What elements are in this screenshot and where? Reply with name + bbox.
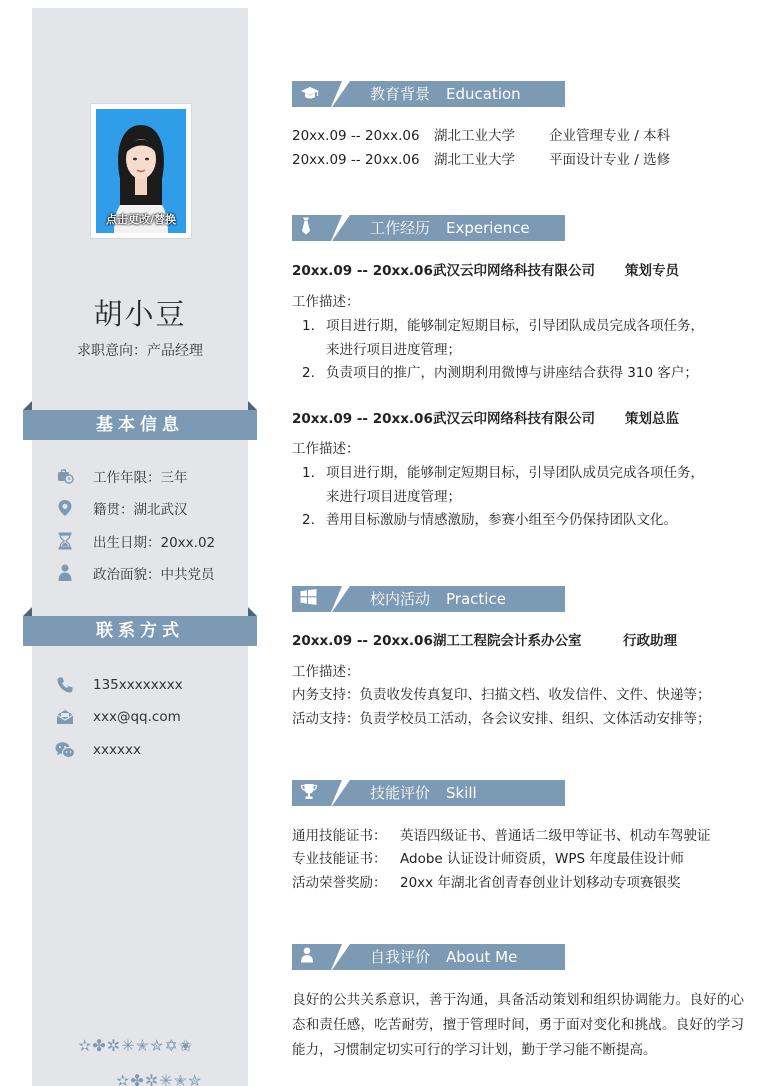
edu-major: 企业管理专业 / 本科 bbox=[549, 128, 671, 144]
item-text: 来进行项目进度管理； bbox=[326, 342, 461, 358]
contact-title: 联系方式 bbox=[96, 621, 184, 641]
practice-header bbox=[292, 629, 677, 653]
info-text: 籍贯：湖北武汉 bbox=[93, 502, 188, 518]
section-icon-box bbox=[292, 944, 342, 970]
skill-value: 20xx 年湖北省创青春创业计划移动专项赛银奖 bbox=[400, 875, 681, 891]
practice-line: 内务支持：负责收发传真复印、扫描文档、收发信件、文件、快递等； bbox=[292, 687, 711, 703]
section-title-cn: 教育背景 bbox=[370, 85, 431, 103]
profile-photo[interactable] bbox=[96, 109, 186, 233]
item-text: 项目进行期，能够制定短期目标，引导团队成员完成各项任务， bbox=[326, 465, 704, 481]
person-icon bbox=[55, 563, 75, 583]
job-header bbox=[292, 259, 679, 283]
phone-icon bbox=[55, 675, 75, 695]
section-header-practice bbox=[292, 586, 565, 612]
contact-text[interactable]: xxx@qq.com bbox=[93, 709, 181, 725]
section-icon-box bbox=[292, 780, 342, 806]
item-number: 2. bbox=[302, 365, 315, 381]
info-text: 政治面貌：中共党员 bbox=[93, 567, 215, 583]
info-row-work-years bbox=[55, 465, 188, 487]
contact-row-phone bbox=[55, 674, 183, 696]
tie-icon bbox=[300, 217, 312, 239]
info-row-birthdate bbox=[55, 530, 215, 552]
info-text: 工作年限：三年 bbox=[93, 470, 188, 486]
practice-desc-label: 工作描述： bbox=[292, 664, 360, 680]
contact-row-wechat bbox=[55, 739, 141, 761]
item-number: 1. bbox=[302, 465, 315, 481]
section-header-education bbox=[292, 81, 565, 107]
photo-caption[interactable]: 点击更改/替换 bbox=[105, 213, 177, 226]
job-company: 武汉云印网络科技有限公司 bbox=[433, 411, 595, 427]
job-role: 策划专员 bbox=[625, 263, 679, 279]
briefcase-clock-icon bbox=[55, 466, 75, 486]
section-header-experience bbox=[292, 215, 565, 241]
job-desc-label: 工作描述： bbox=[292, 441, 360, 457]
person-icon bbox=[300, 947, 314, 967]
job-company: 武汉云印网络科技有限公司 bbox=[433, 263, 595, 279]
edu-dates: 20xx.09 -- 20xx.06 bbox=[292, 128, 420, 144]
section-title bbox=[370, 586, 506, 612]
section-title-cn: 自我评价 bbox=[370, 948, 431, 966]
section-title-en: Skill bbox=[446, 784, 477, 802]
job-role: 策划总监 bbox=[625, 411, 679, 427]
edu-dates: 20xx.09 -- 20xx.06 bbox=[292, 152, 420, 168]
section-header-about bbox=[292, 944, 565, 970]
section-title-en: Education bbox=[446, 85, 521, 103]
contact-banner bbox=[23, 616, 257, 646]
item-text: 负责项目的推广，内测期利用微博与讲座结合获得 310 客户； bbox=[326, 365, 698, 381]
info-row-hometown bbox=[55, 497, 188, 519]
info-text: 出生日期：20xx.02 bbox=[93, 535, 216, 551]
star-decoration-row: ✫✤✲✳✭✮ bbox=[116, 1071, 203, 1086]
basic-info-title: 基本信息 bbox=[96, 415, 184, 435]
contact-row-email bbox=[55, 706, 181, 728]
graduation-cap-icon bbox=[300, 85, 320, 104]
profile-photo-frame[interactable] bbox=[90, 103, 192, 239]
practice-role: 行政助理 bbox=[623, 633, 677, 649]
item-number: 1. bbox=[302, 318, 315, 334]
section-title-cn: 校内活动 bbox=[370, 590, 431, 608]
education-row bbox=[292, 124, 670, 148]
item-text: 项目进行期，能够制定短期目标，引导团队成员完成各项任务， bbox=[326, 318, 704, 334]
banner-fold-left bbox=[23, 401, 32, 410]
email-icon bbox=[55, 707, 75, 727]
contact-text[interactable]: 135xxxxxxxx bbox=[93, 677, 183, 693]
section-icon-box bbox=[292, 215, 342, 241]
section-icon-box bbox=[292, 586, 342, 612]
star-decoration-row: ✫✤✲✳✭✮✡✬ bbox=[78, 1036, 194, 1055]
section-title bbox=[370, 944, 517, 970]
skill-row bbox=[292, 871, 680, 895]
section-title bbox=[370, 780, 477, 806]
banner-fold-right bbox=[248, 607, 257, 616]
skill-label: 活动荣誉奖励： bbox=[292, 875, 387, 891]
practice-org: 湖工工程院会计系办公室 bbox=[433, 633, 582, 649]
job-dates: 20xx.09 -- 20xx.06 bbox=[292, 411, 433, 427]
skill-row bbox=[292, 824, 711, 848]
section-header-skill bbox=[292, 780, 565, 806]
section-title bbox=[370, 215, 530, 241]
section-title-en: Experience bbox=[446, 219, 530, 237]
practice-dates: 20xx.09 -- 20xx.06 bbox=[292, 633, 433, 649]
job-desc-label: 工作描述： bbox=[292, 294, 360, 310]
section-icon-box bbox=[292, 81, 342, 107]
education-row bbox=[292, 148, 670, 172]
contact-text[interactable]: xxxxxx bbox=[93, 742, 141, 758]
skill-value: Adobe 认证设计师资质，WPS 年度最佳设计师 bbox=[400, 851, 684, 867]
section-title-en: Practice bbox=[446, 590, 506, 608]
wechat-icon bbox=[55, 740, 75, 760]
windows-icon bbox=[300, 589, 317, 609]
hourglass-icon bbox=[55, 531, 75, 551]
about-paragraph: 良好的公共关系意识，善于沟通，具备活动策划和组织协调能力。良好的心态和责任感，吃苦耐劳，擅于管理时间，勇于面对变化和挑战。良好的学习能力，习惯制定切实可行的学习计划，勤于学习能不断提高。 bbox=[292, 992, 744, 1058]
skill-row bbox=[292, 847, 684, 871]
edu-school: 湖北工业大学 bbox=[434, 152, 515, 168]
job-intent: 求职意向：产品经理 bbox=[77, 343, 203, 359]
info-row-political-status bbox=[55, 562, 215, 584]
basic-info-banner bbox=[23, 410, 257, 440]
location-pin-icon bbox=[55, 498, 75, 518]
section-title-cn: 工作经历 bbox=[370, 219, 431, 237]
edu-school: 湖北工业大学 bbox=[434, 128, 515, 144]
job-header bbox=[292, 407, 679, 431]
item-number: 2. bbox=[302, 512, 315, 528]
banner-fold-left bbox=[23, 607, 32, 616]
skill-label: 通用技能证书： bbox=[292, 828, 387, 844]
item-text: 善用目标激励与情感激励，参赛小组至今仍保持团队文化。 bbox=[326, 512, 677, 528]
edu-major: 平面设计专业 / 选修 bbox=[549, 152, 671, 168]
practice-line: 活动支持：负责学校员工活动，各会议安排、组织、文体活动安排等； bbox=[292, 711, 711, 727]
item-text: 来进行项目进度管理； bbox=[326, 489, 461, 505]
skill-value: 英语四级证书、普通话二级甲等证书、机动车驾驶证 bbox=[400, 828, 711, 844]
section-title bbox=[370, 81, 521, 107]
banner-fold-right bbox=[248, 401, 257, 410]
section-title-cn: 技能评价 bbox=[370, 784, 431, 802]
candidate-name: 胡小豆 bbox=[93, 297, 187, 331]
section-title-en: About Me bbox=[446, 948, 518, 966]
job-dates: 20xx.09 -- 20xx.06 bbox=[292, 263, 433, 279]
skill-label: 专业技能证书： bbox=[292, 851, 387, 867]
trophy-icon bbox=[300, 783, 318, 804]
